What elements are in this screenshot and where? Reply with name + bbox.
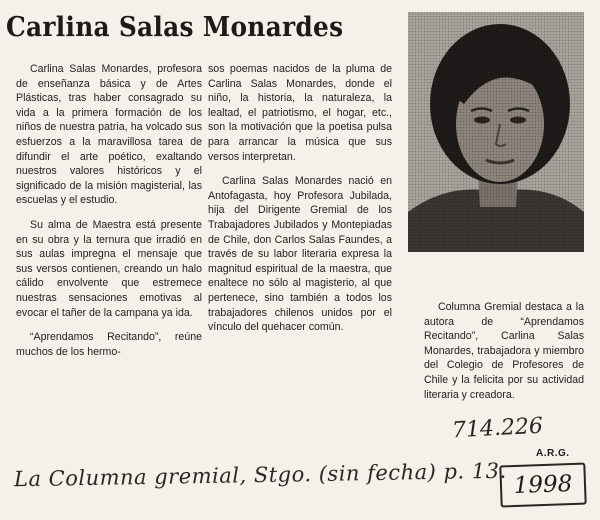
author-portrait-photo	[408, 12, 584, 252]
portrait-image	[408, 12, 584, 252]
article-column-2	[208, 62, 392, 335]
handwritten-call-number: 714.226	[451, 413, 544, 444]
paragraph: Columna Gremial destaca a la autora de “Aprendamos Recitando”, Carlina Salas Monardes, trabajadora y miembro del Colegio de Profesores de Chile y la felicita por su actividad literaria y creadora.	[424, 301, 584, 401]
paragraph: sos poemas nacidos de la pluma de Carlina Salas Monardes, donde el niño, la historia, la naturaleza, la lealtad, el patriotismo, el hogar, etc., son la motivación que la poetisa pulsa para arrancar la música que sus versos interpretan.	[208, 63, 392, 163]
paragraph: “Aprendamos Recitando”, reúne muchos de los hermo-	[16, 331, 202, 358]
handwritten-source-note: La Columna gremial, Stgo. (sin fecha) p. 13.	[13, 458, 507, 492]
author-initials: A.R.G.	[536, 448, 570, 459]
article-column-3	[424, 300, 584, 402]
paragraph: Su alma de Maestra está presente en su obra y la ternura que irradió en sus aulas impregna el mensaje que sus versos contienen, creando un halo cálido envolvente que estremece nuestras sensaciones emotivas al evocar el tañer de la campana ya ida.	[16, 218, 202, 319]
article-title: Carlina Salas Monardes	[6, 12, 344, 43]
handwritten-year-box: 1998	[499, 463, 586, 508]
paragraph: Carlina Salas Monardes, profesora de enseñanza básica y de Artes Plásticas, tras haber consagrado su vida a la primera formación de los niños de nuestra patria, ha volcado sus esfuerzos a la maravillosa tarea de difundir el arte poético, exaltando nuestros valores históricos y el significado de la misión magisterial, las escuelas y el estudio.	[16, 63, 202, 207]
article-column-1	[16, 62, 202, 359]
paragraph: Carlina Salas Monardes nació en Antofagasta, hoy Profesora Jubilada, hija del Dirigente Gremial de los Trabajadores Jubilados y Montepiadas de Chile, don Carlos Salas Faundes, a través de su labor literaria expresa la magnitud espiritual de la maestra, que enaltece no sólo al magisterio, al que pertenece, sino también a todos los trabajadores chilenos unidos por el vínculo del quehacer común.	[208, 175, 392, 334]
